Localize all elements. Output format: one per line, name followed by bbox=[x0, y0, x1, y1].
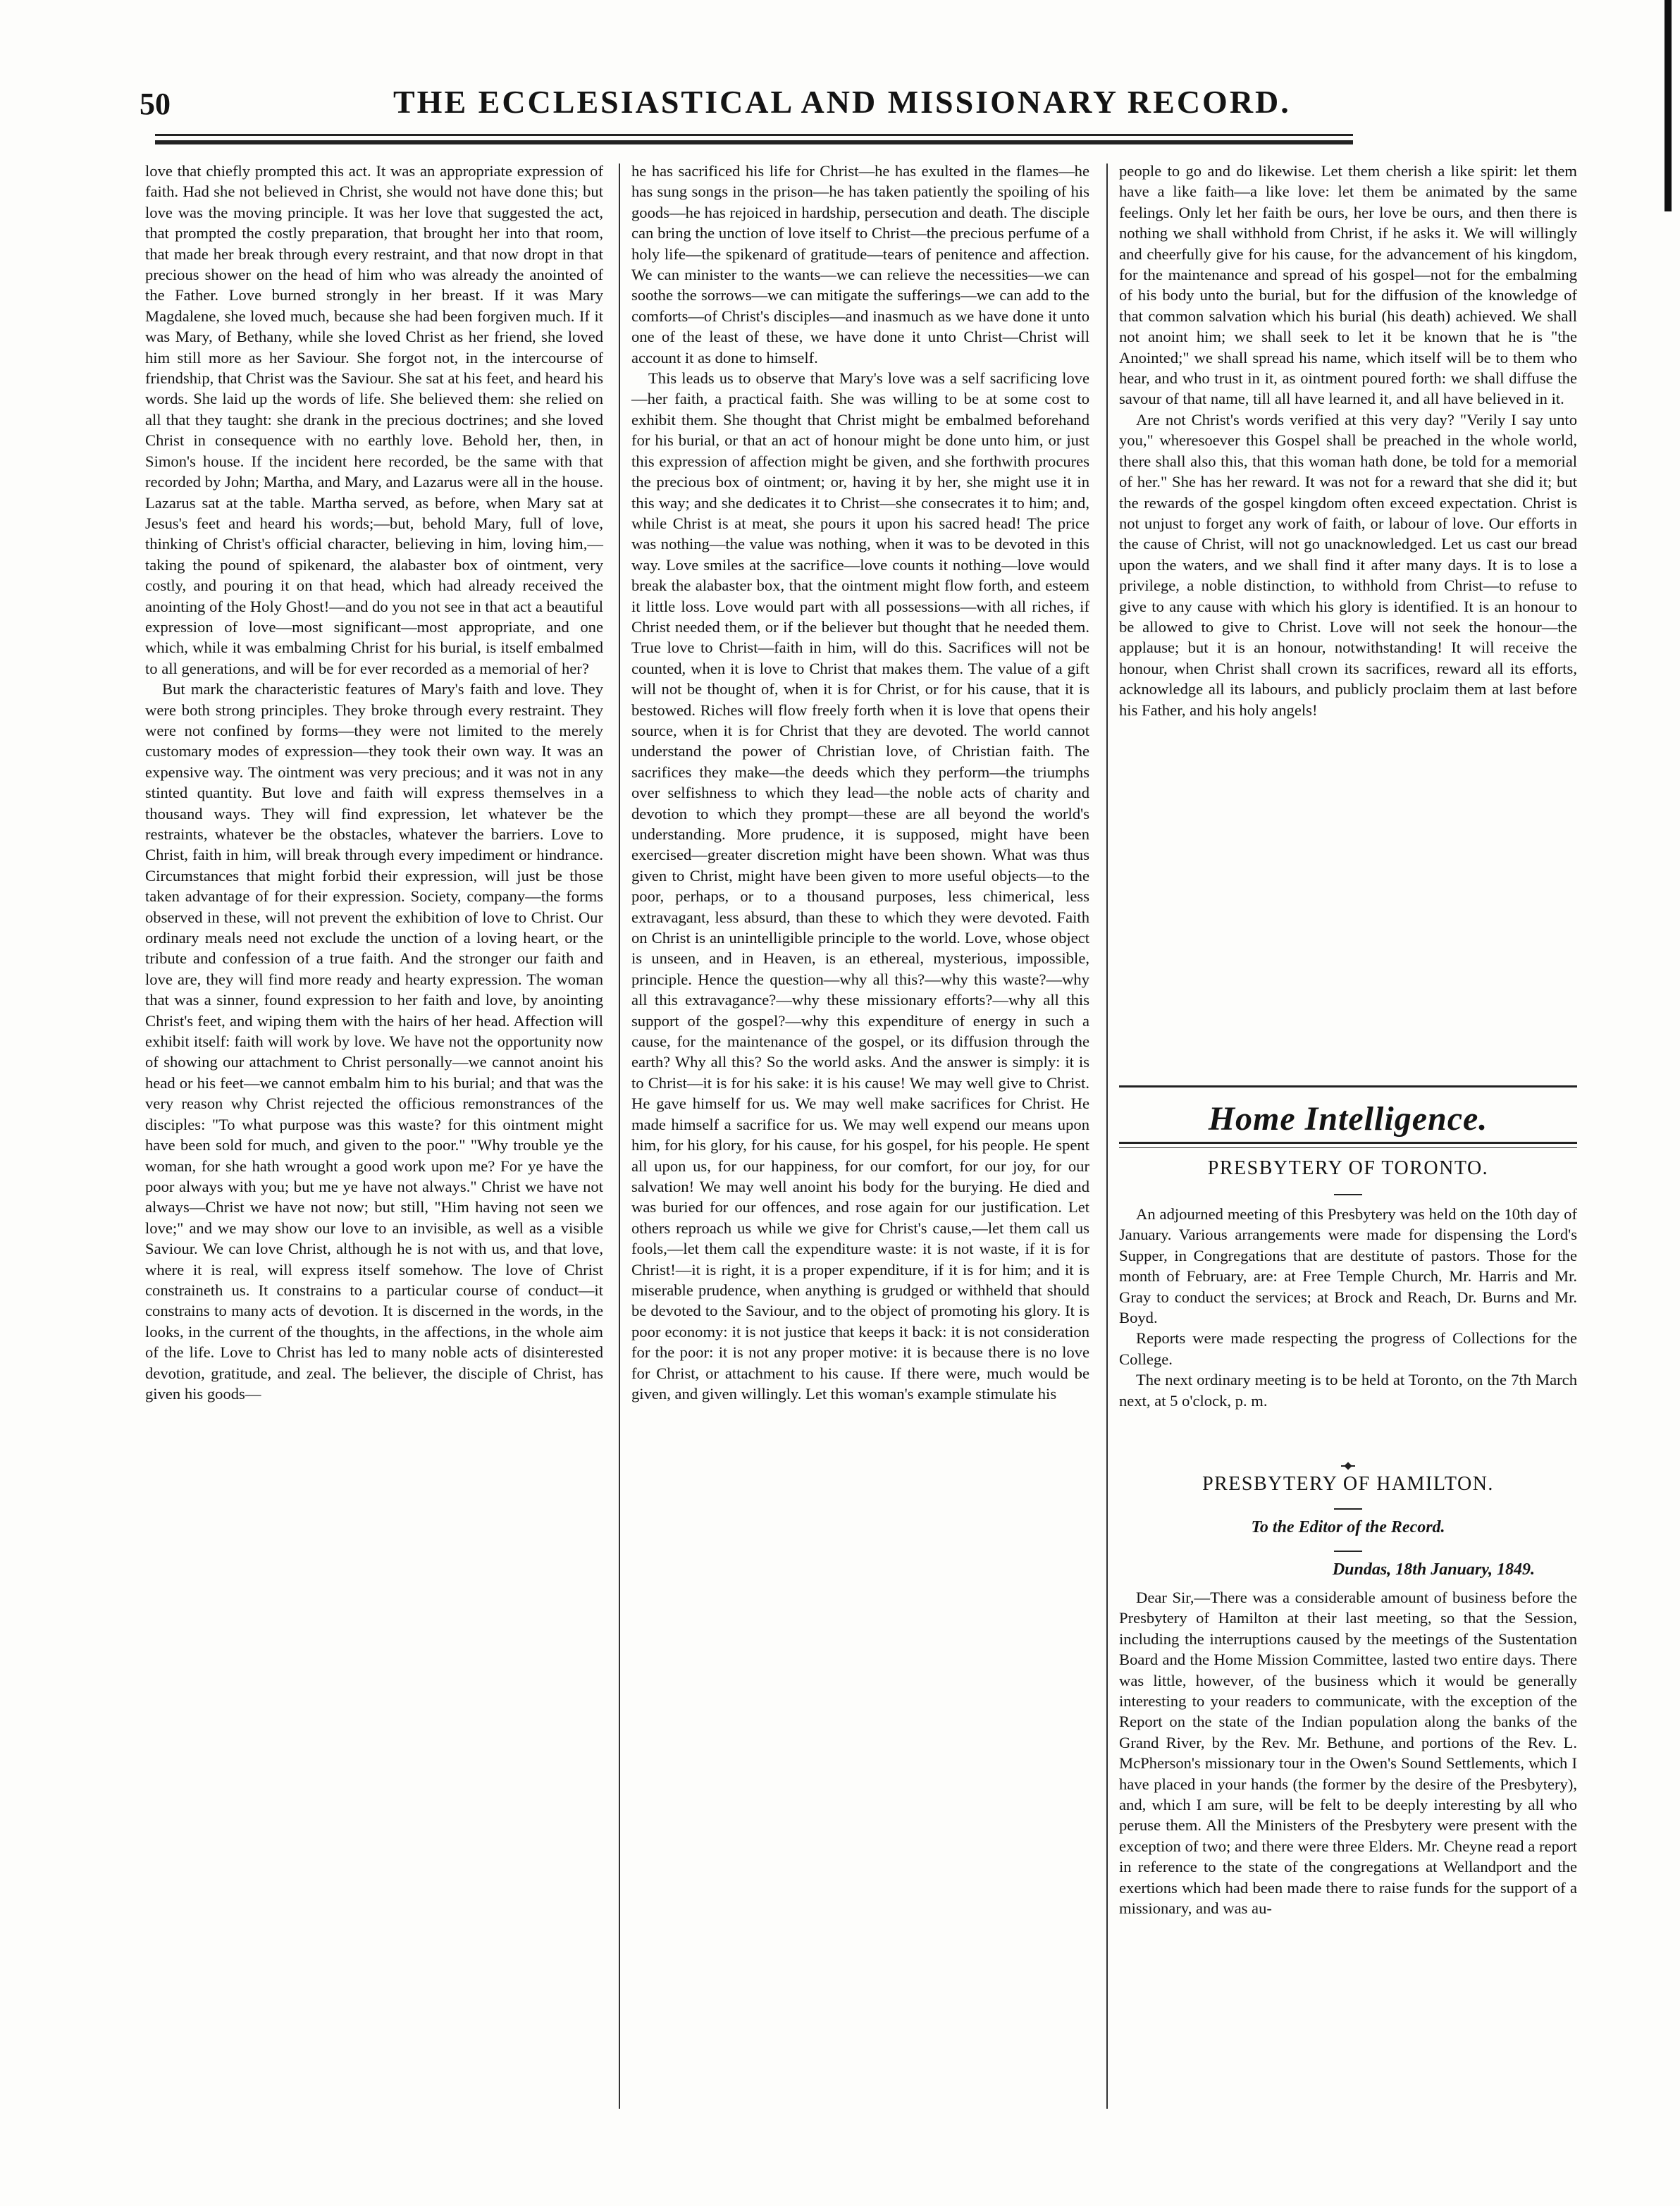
short-rule bbox=[1334, 1551, 1362, 1552]
hamilton-heading: PRESBYTERY OF HAMILTON. bbox=[1202, 1473, 1494, 1495]
column-3 bbox=[1119, 161, 1577, 1084]
section-rule bbox=[1119, 1085, 1577, 1087]
letter-dateline: Dundas, 18th January, 1849. bbox=[1332, 1560, 1535, 1579]
toronto-paragraph-1: An adjourned meeting of this Presbytery was held on the 10th day of January. Various arrangements were made for dispensing the Lord's Supper, in Congregations that are destitute of pastors. Those for the month of February, are: at Free Temple Church, Mr. Harris and Mr. Gray to conduct the services; at Brock and Reach, Dr. Burns and Mr. Boyd. bbox=[1119, 1205, 1577, 1327]
column-1 bbox=[145, 161, 603, 1404]
hamilton-paragraph-1: Dear Sir,—There was a considerable amount of business before the Presbytery of Hamilton at their last meeting, so that the Session, including the interruptions caused by the meetings of the Sustentation Board and the Home Mission Committee, lasted two entire days. There was little, however, of the business which it would be generally interesting to your readers to communicate, with the exception of the Report on the state of the Indian population along the banks of the Grand River, by the Rev. Mr. Bethune, and portions of the Rev. L. McPherson's missionary tour in the Owen's Sound Settlements, which I have placed in your hands (the former by the desire of the Presbytery), and, which I am sure, will be felt to be deeply interesting by all who peruse them. All the Ministers of the Presbytery were present with the exception of two; and there were three Elders. Mr. Cheyne read a report in reference to the state of the congregations at Wellandport and the exertions which had been made there to raise funds for the support of a missionary, and was au- bbox=[1119, 1589, 1577, 1918]
col1-paragraph-1: love that chiefly prompted this act. It was an appropriate expression of faith. Had she not believed in Christ, she would not have done this; but love was the moving principle. It was her love that suggested the act, that prompted the costly preparation, that brought her into that room, that made her break through every restraint, and that now dropt in that precious shower on the head of him who was already the anointed of the Father. Love burned strongly in her breast. If it was Mary Magdalene, she loved much, because she had been forgiven much. If it was Mary, of Bethany, while she loved Christ as her friend, she loved him still more as her Saviour. She forgot not, in the intercourse of friendship, that Christ was the Saviour. She sat at his feet, and heard his words. She laid up the words of life. She believed them: she relied on all that they taught: she drank in the precious doctrines; and she loved Christ in consequence with no earthly love. Behold her, then, in Simon's house. If the incident here recorded, be the same with that recorded by John; Martha, and Mary, and Lazarus were all in the house. Lazarus sat at the table. Martha served, as before, when Mary sat at Jesus's feet and heard his words;—but, behold Mary, full of love, thinking of Christ's official character, believing in him, loving him,—taking the pound of spikenard, the alabaster box of ointment, very costly, and pouring it on that head, which had already received the anointing of the Holy Ghost!—and do you not see in that act a beautiful expression of love—most significant—most appropriate, and one which, while it was embalming Christ for his burial, is itself embalmed to all generations, and will be for ever recorded as a memorial of her? bbox=[145, 162, 603, 677]
page-header bbox=[140, 83, 1352, 127]
col1-paragraph-2: But mark the characteristic features of Mary's faith and love. They were both strong principles. They broke through every restraint. They were not confined by forms—they were not limited to the merely customary modes of expression—they took their own way. It was an expensive way. The ointment was very precious; and it was not in any stinted quantity. But love and faith will express themselves in a thousand ways. They will find expression, let whatever be the restraints, whatever be the obstacles, whatever the barriers. Love to Christ, faith in him, will break through every impediment or hindrance. Circumstances that might forbid their expression, will just be those taken advantage of for their expression. Society, company—the forms observed in these, will not prevent the exhibition of love to Christ. Our ordinary meals need not exclude the unction of a loving heart, or the tribute and confession of a true faith. And the stronger our faith and love are, they will find more ready and hearty expression. The woman that was a sinner, found expression to her faith and love, by anointing Christ's feet, and wiping them with the hairs of her head. Affection will exhibit itself: faith will work by love. We have not the opportunity now of showing our attachment to Christ personally—we cannot anoint his head or his feet—we cannot embalm him to his burial; and that was the very reason why Christ rejected the officious remonstrances of the disciples: "To what purpose was this waste? for this ointment might have been sold for much, and given to the poor." "Why trouble ye the woman, for she hath wrought a good work upon me? For ye have the poor always with you; but me ye have not always." Christ we have not always—Christ we have not now; but still, "Him having not seen we love;" and we may show our love to an invisible, as well as a visible Saviour. We can love Christ, although he is not with us, and that love, where it is real, will express itself somehow. The love of Christ constraineth us. It constrains to a particular course of conduct—it constrains to many acts of devotion. It is discerned in the words, in the looks, in the current of the thoughts, in the affections, in the whole aim of the life. Love to Christ has led to many noble acts of disinterested devotion, gratitude, and zeal. The believer, the disciple of Christ, has given his goods— bbox=[145, 680, 603, 1403]
short-rule bbox=[1334, 1194, 1362, 1195]
page-number: 50 bbox=[140, 87, 171, 121]
col3-paragraph-1: people to go and do likewise. Let them cherish a like spirit: let them have a like faith—a like love: let them be animated by the same feelings. Only let her faith be ours, her love be ours, and then there is nothing we shall withhold from Christ, if he asks it. We will willingly and cheerfully give for his cause, for the advancement of his kingdom, for the maintenance and spread of his gospel—not for the embalming of his body unto the burial, but for the diffusion of the knowledge of that common salvation which his burial (his death) achieved. We shall not anoint him; we shall seek to let it be known that he is "the Anointed;" we shall spread his name, which itself will be to them who hear, and who trust in it, as ointment poured forth: we shall diffuse the savour of that name, till all have learned it, and all have believed in it. bbox=[1119, 162, 1577, 408]
toronto-paragraph-3: The next ordinary meeting is to be held at Toronto, on the 7th March next, at 5 o'clock, p. m. bbox=[1119, 1371, 1577, 1410]
col2-paragraph-1: he has sacrificed his life for Christ—he has exulted in the flames—he has sung songs in the prison—he has taken patiently the spoiling of his goods—he has rejoiced in hardship, persecution and death. The disciple can bring the unction of love itself to Christ—the precious perfume of a holy life—the spikenard of gratitude—tears of penitence and affection. We can minister to the wants—we can relieve the necessities—we can soothe the sorrows—we can mitigate the sufferings—we can add to the comforts—of Christ's disciples—and inasmuch as we have done it unto one of the least of these, we have done it unto Christ—Christ will account it as done to himself. bbox=[631, 162, 1089, 366]
column-2 bbox=[631, 161, 1089, 1404]
section-rule-thick bbox=[1119, 1142, 1577, 1144]
toronto-body bbox=[1119, 1204, 1577, 1411]
running-title: THE ECCLESIASTICAL AND MISSIONARY RECORD. bbox=[393, 84, 1291, 120]
section-rule-thin bbox=[1119, 1147, 1577, 1148]
short-rule bbox=[1334, 1508, 1362, 1510]
column-divider-2 bbox=[1106, 164, 1108, 2109]
header-rule-thin bbox=[155, 134, 1353, 136]
toronto-heading: PRESBYTERY OF TORONTO. bbox=[1207, 1157, 1489, 1179]
editor-address: To the Editor of the Record. bbox=[1251, 1518, 1445, 1536]
hamilton-body bbox=[1119, 1587, 1577, 1919]
scan-edge-mark bbox=[1664, 0, 1672, 211]
column-divider-1 bbox=[619, 164, 620, 2109]
col3-paragraph-2: Are not Christ's words verified at this very day? "Verily I say unto you," wheresoever this Gospel shall be preached in the whole world, there shall also this, that this woman hath done, be told for a memorial of her." She has her reward. It was not for a reward that she did it; but the rewards of the gospel kingdom often exceed expectation. Christ is not unjust to forget any work of faith, or labour of love. Our efforts in the cause of Christ, will not go unacknowledged. Let us cast our bread upon the waters, and we shall find it after many days. It is to lose a privilege, a noble distinction, to withhold from Christ—to refuse to give to any cause with which his glory is identified. It is an honour to be allowed to give to Christ. Love will not seek the honour—the applause; but it is an honour, notwithstanding! It will receive the honour, when Christ shall crown its sacrifices, reward all its efforts, acknowledge all its labours, and publicly proclaim them at last before his Father, and his holy angels! bbox=[1119, 410, 1577, 719]
home-intelligence-heading: Home Intelligence. bbox=[1208, 1100, 1488, 1138]
header-rule-thick bbox=[155, 140, 1353, 144]
col2-paragraph-2: This leads us to observe that Mary's love was a self sacrificing love—her faith, a practical faith. She was willing to be at some cost to exhibit them. She thought that Christ might be embalmed beforehand for his burial, or that an act of honour might be done unto him, or just this expression of affection might be given, and she forthwith procures the precious box of ointment; or, having it by her, she might use it in this way; and she dedicates it to Christ—she consecrates it to him; and, while Christ is at meat, she pours it upon his sacred head! The price was nothing—the value was nothing, when it was to be devoted in this way. Love smiles at the sacrifice—love counts it nothing—love would break the alabaster box, that the ointment might flow forth, and esteem it little loss. Love would part with all possessions—with all riches, if Christ needed them, or if the believer but thought that he needed them. True love to Christ—faith in him, will do this. Sacrifices will not be counted, when it is love to Christ that makes them. The value of a gift will not be thought of, when it is for Christ, or for his cause, that it is bestowed. Riches will flow freely forth when it is love that opens their source, when it is for Christ that they are devoted. The world cannot understand the power of Christian love, of Christian faith. The sacrifices they make—the deeds which they perform—the triumphs over selfishness to which they lead—the noble acts of charity and devotion to which they prompt—these are all beyond the world's understanding. More prudence, it is supposed, might have been exercised—greater discretion might have been shown. What was thus given to Christ, might have been given to more useful objects—to the poor, perhaps, or to a thousand purposes, less chimerical, less extravagant, less absurd, than these to which they were devoted. Faith on Christ is an unintelligible principle to the world. Love, whose object is unseen, and in Heaven, is an ethereal, mysterious, impossible, principle. Hence the question—why all this?—why this waste?—why all this extravagance?—why these missionary efforts?—why all this support of the gospel?—why this expenditure of energy in such a cause, for the maintenance of the gospel, or its diffusion through the earth? Why all this? So the world asks. And the answer is simply: it is to Christ—it is for his sake: it is his cause! We may well give to Christ. He gave himself for us. We may well make sacrifices for Christ. He made himself a sacrifice for us. We may well expend our means upon him, for his glory, for his cause, for his gospel, for his people. He spent all upon us, for our happiness, for our comfort, for our joy, for our salvation! We may well anoint his body for the burying. He died and was buried for our offences, and rose again for our justification. Let others reproach us while we give for Christ's cause,—let them call us fools,—let them call the expenditure waste: it is not waste, if it is for Christ!—it is right, it is a proper expenditure, if it is for him; and it is miserable prudence, when anything is grudged or withheld that should be devoted to the Saviour, and to the object of promoting his glory. It is poor economy: it is not justice that keeps it back: it is not consideration for the poor: it is not any proper motive: it is because there is no love for Christ, or attachment to his cause. If there were, much would be given, and given willingly. Let this woman's example stimulate his bbox=[631, 369, 1089, 1403]
diamond-rule bbox=[1341, 1463, 1355, 1469]
toronto-paragraph-2: Reports were made respecting the progress of Collections for the College. bbox=[1119, 1329, 1577, 1368]
